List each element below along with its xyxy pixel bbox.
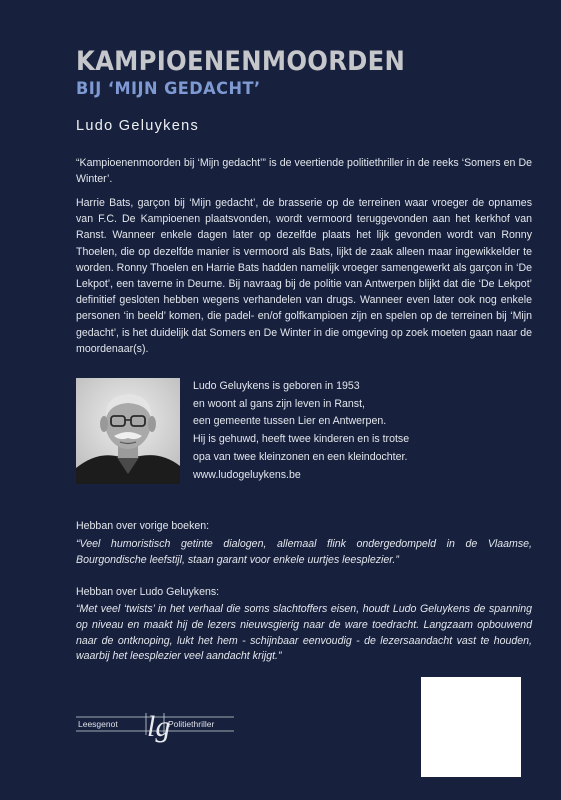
- bio-line: opa van twee kleinzonen en een kleindochter.: [193, 450, 408, 463]
- author-portrait-image: [76, 378, 180, 484]
- publisher-logo: [74, 698, 236, 748]
- author-name: Ludo Geluykens: [76, 118, 199, 134]
- publisher-series: Politiethriller: [168, 719, 215, 729]
- review-label-author: Hebban over Ludo Geluykens:: [76, 586, 220, 598]
- barcode-placeholder: [421, 677, 521, 777]
- review-quote-author: “Met veel ‘twists’ in het verhaal die soms slachtoffers eisen, houdt Ludo Geluykens de spanning op niveau en maakt hij de lezers nieuwsgierig naar de ware toedracht. Langzaam opbouwend naar de ontknoping, lukt het hem - schijnbaar eenvoudig - de lezersaandacht vast te houden, waarbij het leesplezier veel aandacht krijgt.”: [76, 603, 532, 663]
- review-quote-previous: “Veel humoristisch getinte dialogen, allemaal flink ondergedompeld in de Vlaamse, Bourgondische leefstijl, staan garant voor enkele uurtjes leesplezier.”: [76, 538, 532, 566]
- bio-line: Ludo Geluykens is geboren in 1953: [193, 380, 360, 392]
- author-bio: [193, 378, 513, 484]
- bio-line: Hij is gehuwd, heeft twee kinderen en is trotse: [193, 433, 410, 446]
- blurb-intro: “Kampioenenmoorden bij ‘Mijn gedacht’” is de veertiende politiethriller in de reeks ‘Somers en De Winter’.: [76, 157, 532, 186]
- blurb-summary: Harrie Bats, garçon bij ‘Mijn gedacht’, de brasserie op de terreinen waar vroeger de opnames van F.C. De Kampioenen plaatsvonden, wordt vermoord teruggevonden aan het kerkhof van Ranst. Wanneer enkele dagen later op dezelfde plaats het lijk gevonden wordt van Ronny Thoelen, die op dezelfde manier is vermoord als Bats, lijkt de zaak alleen maar ingewikkelder te worden. Ronny Thoelen en Harrie Bats hadden namelijk vroeger samengewerkt als garçon in ‘De Lekpot’, een taverne in Deurne. Bij navraag bij de politie van Antwerpen blijkt dat die ‘De Lekpot’ definitief gesloten hebben wegens verhandelen van drugs. Wanneer even later ook nog enkele personen ‘in beeld’ komen, die padel- en/of golfkampioen zijn en spelen op de terreinen bij ‘Mijn gedacht’, is het duidelijk dat Somers en De Winter in die omgeving op zoek moeten gaan naar de moordenaar(s).: [76, 197, 532, 355]
- publisher-monogram: lg: [147, 710, 171, 743]
- bio-line: een gemeente tussen Lier en Antwerpen.: [193, 415, 387, 428]
- author-website-link[interactable]: www.ludogeluykens.be: [193, 468, 301, 481]
- book-subtitle: BIJ ‘MIJN GEDACHT’: [76, 79, 261, 99]
- publisher-name: Leesgenot: [78, 719, 118, 729]
- bio-line: en woont al gans zijn leven in Ranst,: [193, 397, 365, 410]
- review-label-previous: Hebban over vorige boeken:: [76, 520, 210, 532]
- author-photo: [76, 378, 180, 484]
- book-title: KAMPIOENENMOORDEN: [76, 46, 406, 77]
